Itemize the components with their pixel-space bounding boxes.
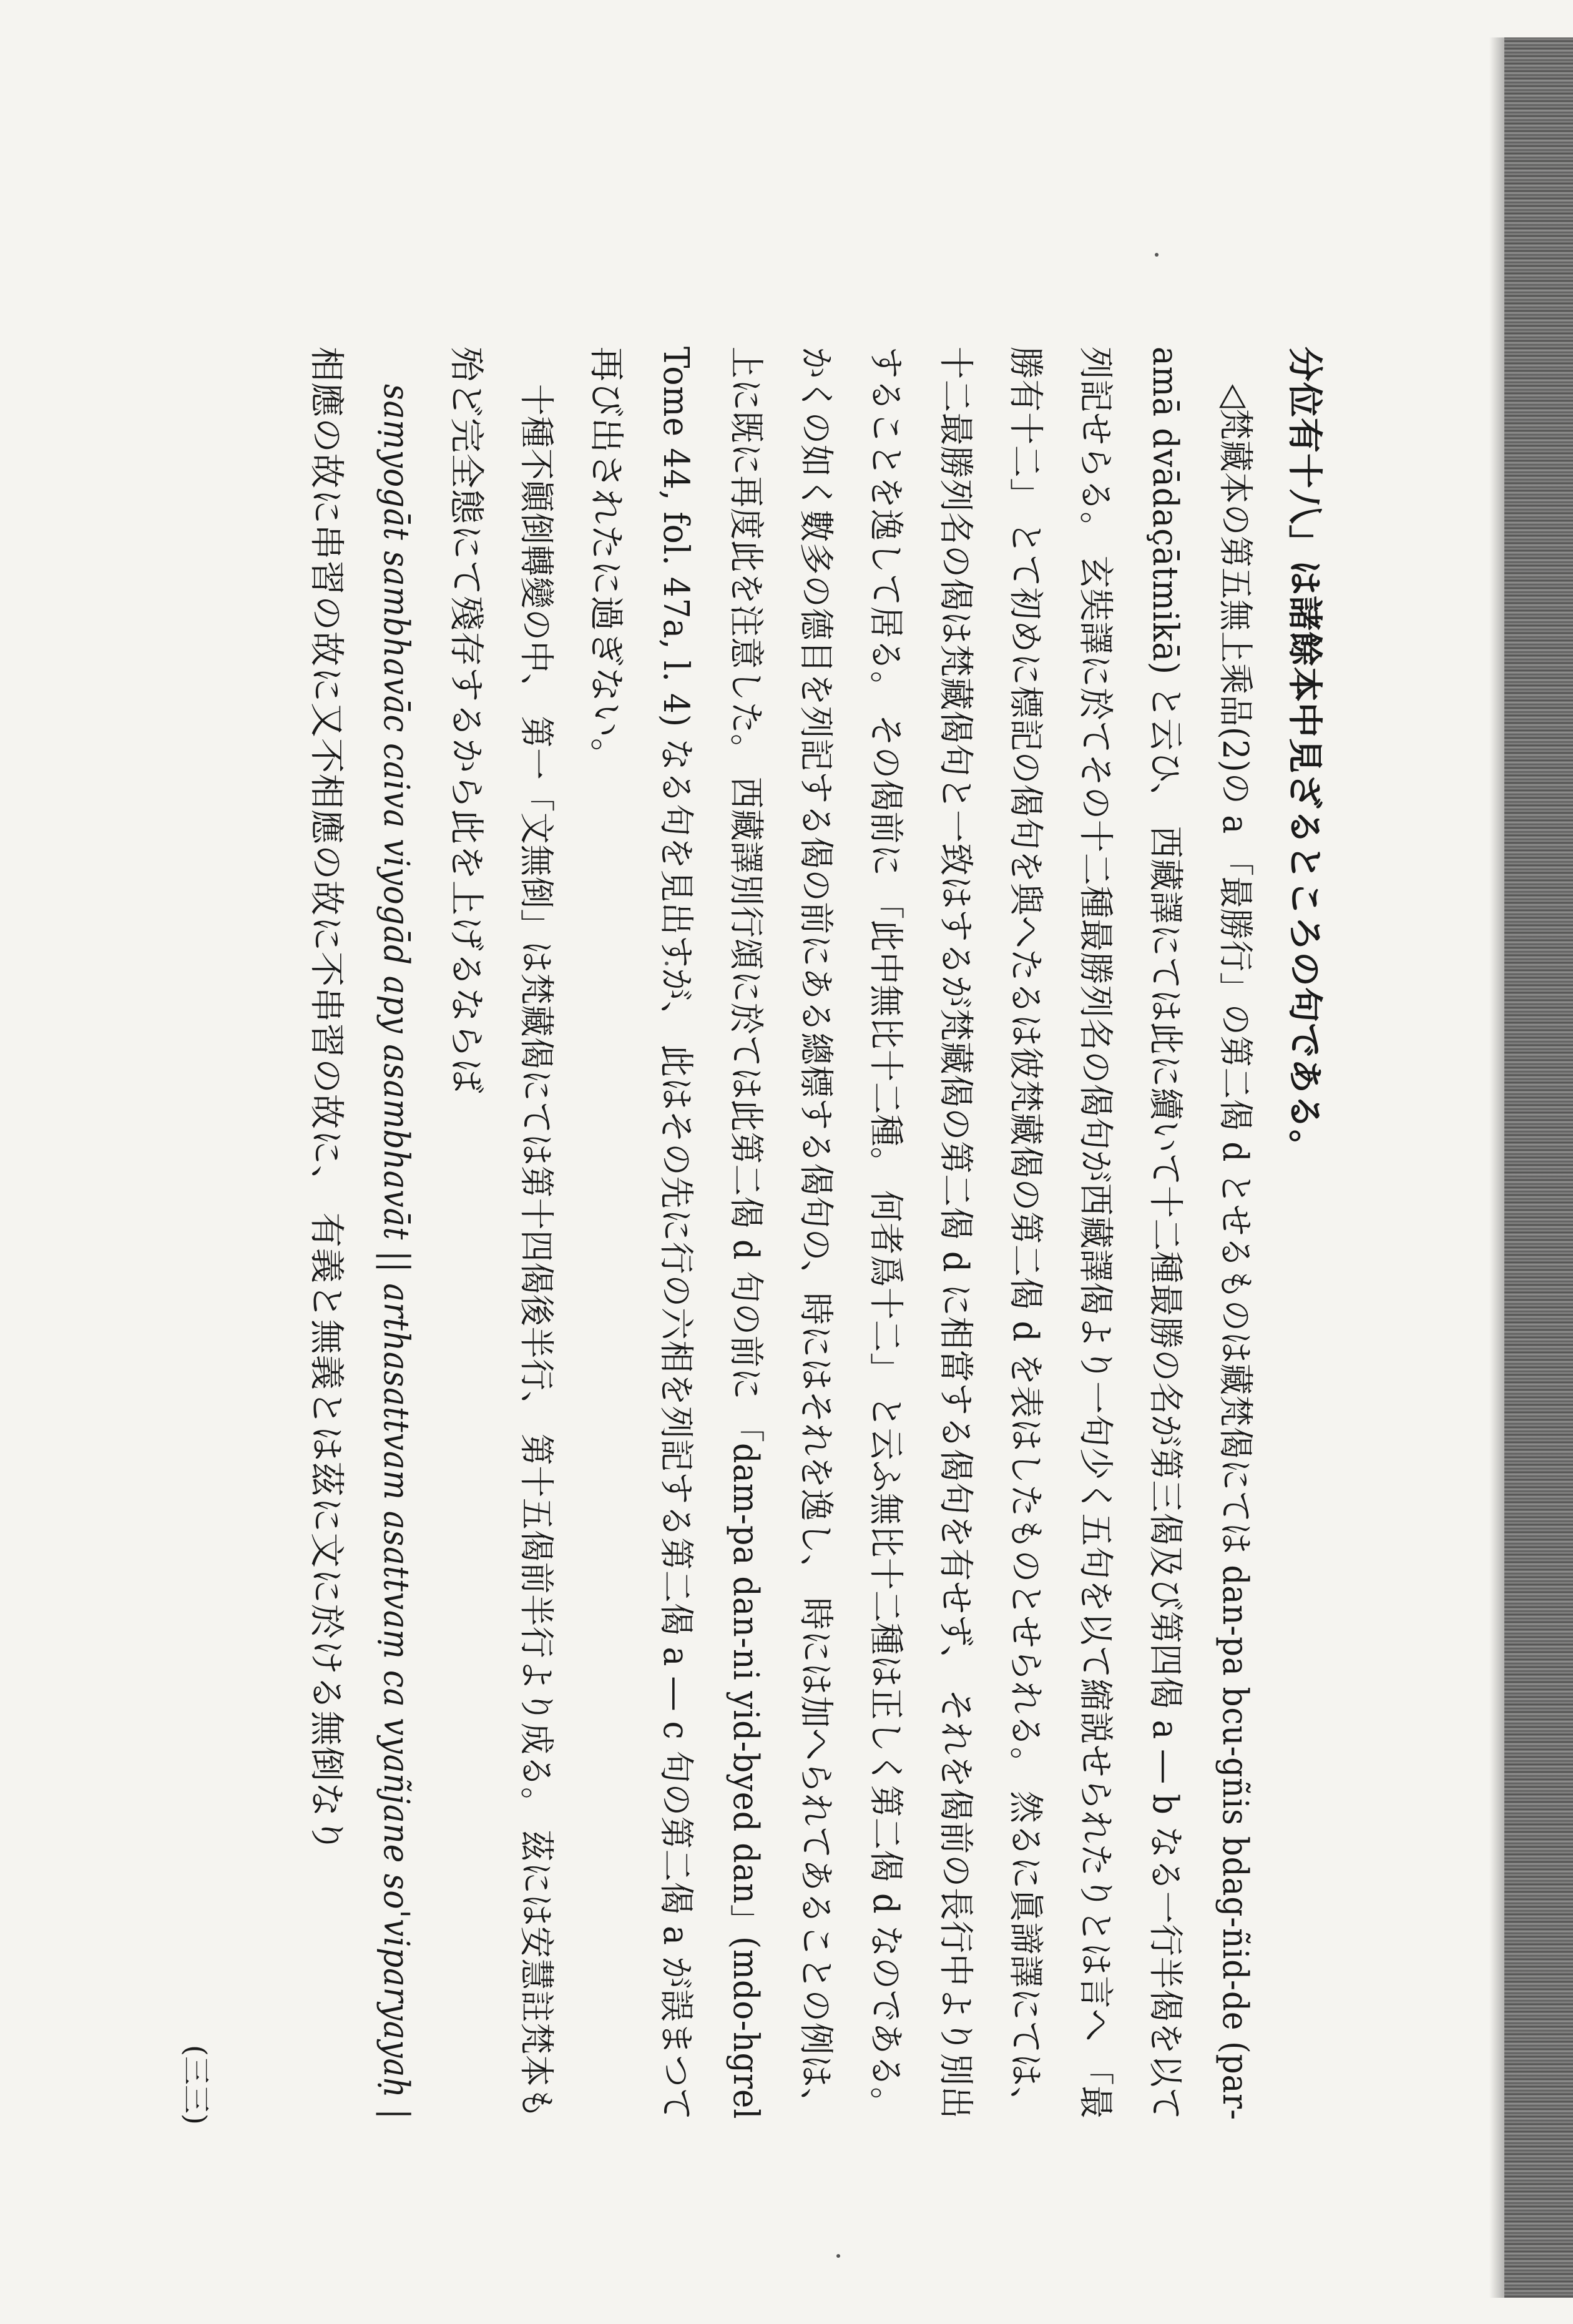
scan-speck — [1155, 253, 1159, 257]
text-line: することを逸して居る。 その偈前に 「此中無比十二種。 何者爲十二」 と云ふ無比十二種は正しく第二偈 d なのである。 — [865, 347, 906, 2120]
text-block — [179, 347, 1330, 2132]
text-line: 殆ど完全態にて殘存するから此を上げるならば — [446, 347, 486, 1094]
text-line: 十種不顚倒轉變の中、 第一「文無倒」は梵藏偈にては第十四偈後半行、 第十五偈前半行より成る。 茲には安慧註梵本も — [516, 384, 556, 2119]
text-line: かくの如く數多の德目を列記する偈の前にある總標する偈句の、時にはそれを逸し、 時には加へられてあることの例は、 — [795, 347, 836, 2120]
text-line: 十二最勝列名の偈は梵藏偈句と一致はするが梵藏偈の第二偈 d に相當する偈句を有せず、 それを偈前の長行中より別出 — [935, 347, 976, 2120]
text-line: 分位有十八」は諸餘本中見ざるところの句である。 — [1284, 347, 1325, 1165]
scan-speck — [836, 2254, 840, 2258]
text-line: amā dvādaçātmikā) と云ひ、 西藏譯にては此に續いて十二種最勝の名が第三偈及び第四偈 a ― b なる一行半偈を以て — [1145, 347, 1185, 2120]
sanskrit-verse-line: saṃyogāt sambhavāc caiva viyogād apy asambhavāt || arthasattvam asattvaṃ ca vyañjane so'viparyayaḥ | — [376, 384, 416, 2120]
binding-shadow — [1489, 37, 1504, 2298]
text-line: Tome 44, fol. 47a, l. 4) なる句を見出すが、 此はその先に行の六相を列記する第二偈 a ― c 句の第二偈 a が誤まつて — [655, 347, 696, 2121]
binding-edge — [1504, 37, 1573, 2298]
text-line: ◁梵藏本の第五無上乘品(2)の a 「最勝行」の第二偈 d とせるものは藏梵偈にては dan-pa bcu-gñis bdag-ñid-de (par- — [1215, 384, 1255, 2120]
text-line: 再び出されたに過ぎない。 — [586, 347, 626, 774]
text-line: 上に既に再度此を注意した。 西藏譯別行頌に於ては此第二偈 d 句の前に 「dam-pa dan-ni yid-byed dan」(mdo-hgrel — [725, 347, 766, 2120]
page-number: (三三) — [179, 2045, 213, 2125]
text-line: 勝有十二」 とて初めに標記の偈句を與へたるは彼梵藏偈の第二偈 d を表はしたものとせられる。 然るに眞諦譯にては、 — [1005, 347, 1046, 2120]
text-line: 列記せらる。 玄奘譯に於てその十二種最勝列名の偈句が西藏譯偈より一句少く五句を以て縮説せられたりとは言へ 「最 — [1075, 347, 1115, 2119]
text-line: 相應の故に串習の故に又不相應の故に不串習の故に、 有義と無義とは茲に文に於ける無倒なり — [306, 347, 346, 1853]
